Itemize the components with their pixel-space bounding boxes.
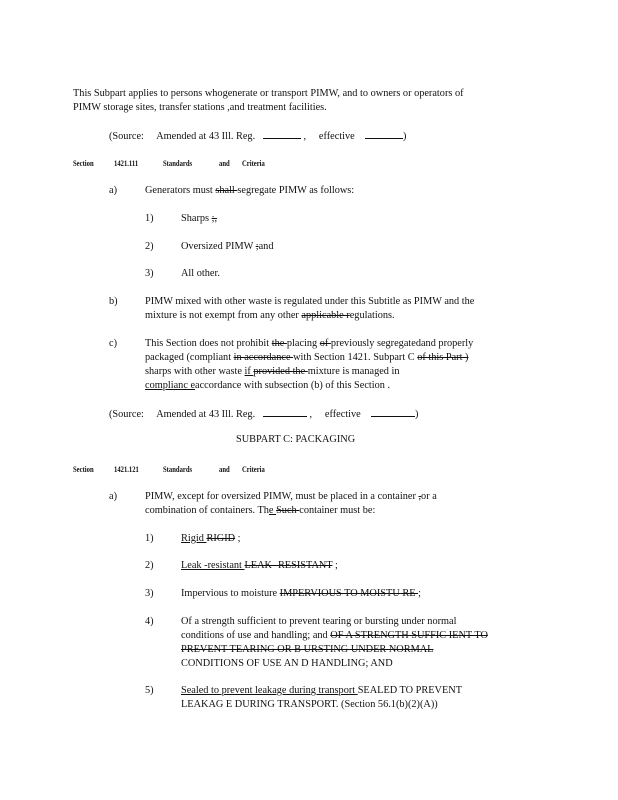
section-111-and: and <box>219 158 230 168</box>
container-item-5-num: 5) <box>145 685 154 696</box>
item-c-label: c) <box>109 338 117 349</box>
container-item-2-text: Leak -resistant LEAK -RESISTANT ; <box>181 560 338 571</box>
container-item-4-line-3: PREVENT TEARING OR B URSTING UNDER NORMAL <box>181 644 434 655</box>
item-a2-label: a) <box>109 491 117 502</box>
container-item-3-text: Impervious to moisture IMPERVIOUS TO MOISTU RE ; <box>181 588 421 599</box>
intro-line-2: PIMW storage sites, transfer stations ,and treatment facilities. <box>73 102 327 113</box>
item-b-line-1: PIMW mixed with other waste is regulated under this Subtitle as PIMW and the <box>145 296 475 307</box>
subpart-heading: SUBPART C: PACKAGING <box>236 434 356 445</box>
item-a2-line-2: combination of containers. The Such container must be: <box>145 505 376 516</box>
intro-line-1: This Subpart applies to persons whogenerate or transport PIMW, and to owners or operators of <box>73 88 464 99</box>
item-a-text: Generators must shall segregate PIMW as follows: <box>145 185 355 196</box>
item-b-line-2: mixture is not exempt from any other applicable regulations. <box>145 310 395 321</box>
container-item-5-line-2: LEAKAG E DURING TRANSPORT. (Section 56.1(b)(2)(A)) <box>181 699 438 710</box>
source-amended-text: Amended at 43 Ill. Reg. <box>156 131 256 142</box>
item-a2-text: Oversized PIMW ;and <box>181 241 274 252</box>
section-111-number: Section <box>73 158 94 168</box>
container-item-4-line-1: Of a strength sufficient to prevent tearing or bursting under normal <box>181 616 457 627</box>
container-item-3-num: 3) <box>145 588 154 599</box>
item-c-line-3: sharps with other waste if provided the mixture is managed in <box>145 366 400 377</box>
source-effective: effective <box>318 131 355 142</box>
section-121-number: Section <box>73 464 94 474</box>
container-item-5-line-1: Sealed to prevent leakage during transport SEALED TO PREVENT <box>181 685 463 696</box>
section-121-title: Standards <box>163 464 193 474</box>
item-a1-text: Sharps ;, <box>181 213 218 224</box>
item-c-line-1: This Section does not prohibit the placing of previously segregatedand properly <box>145 338 474 349</box>
source-amended-text: Amended at 43 Ill. Reg. <box>156 409 256 420</box>
container-item-1-num: 1) <box>145 533 154 544</box>
item-a2-num: 2) <box>145 241 154 252</box>
source-note-2: (Source: Amended at 43 Ill. Reg. , effective ) <box>109 406 418 422</box>
section-121-id: 1421.121 <box>114 464 139 474</box>
reg-blank <box>263 406 307 417</box>
item-c-line-2: packaged (compliant in accordance with Section 1421. Subpart C of this Part ) <box>145 352 469 363</box>
source-note-1: (Source: Amended at 43 Ill. Reg. , effective ) <box>109 128 406 144</box>
source-label: (Source: <box>109 409 144 420</box>
item-a1-num: 1) <box>145 213 154 224</box>
source-effective: effective <box>324 409 361 420</box>
source-label: (Source: <box>109 131 144 142</box>
container-item-2-num: 2) <box>145 560 154 571</box>
item-a3-text: All other. <box>181 268 220 279</box>
effective-blank <box>365 128 403 139</box>
effective-blank <box>371 406 415 417</box>
reg-blank <box>263 128 301 139</box>
container-item-4-line-4: CONDITIONS OF USE AN D HANDLING; AND <box>181 658 393 669</box>
container-item-1-text: Rigid RIGID ; <box>181 533 241 544</box>
section-121-criteria: Criteria <box>242 464 265 474</box>
container-item-4-num: 4) <box>145 616 154 627</box>
item-c-line-4: complianc eaccordance with subsection (b) of this Section . <box>145 380 391 391</box>
item-a2-line-1: PIMW, except for oversized PIMW, must be placed in a container ,or a <box>145 491 437 502</box>
item-b-label: b) <box>109 296 118 307</box>
section-111-title: Standards <box>163 158 193 168</box>
container-item-4-line-2: conditions of use and handling; and OF A STRENGTH SUFFIC IENT TO <box>181 630 488 641</box>
item-a3-num: 3) <box>145 268 154 279</box>
section-111-criteria: Criteria <box>242 158 265 168</box>
section-111-id: 1421.111 <box>114 158 139 168</box>
section-121-and: and <box>219 464 230 474</box>
item-a-label: a) <box>109 185 117 196</box>
